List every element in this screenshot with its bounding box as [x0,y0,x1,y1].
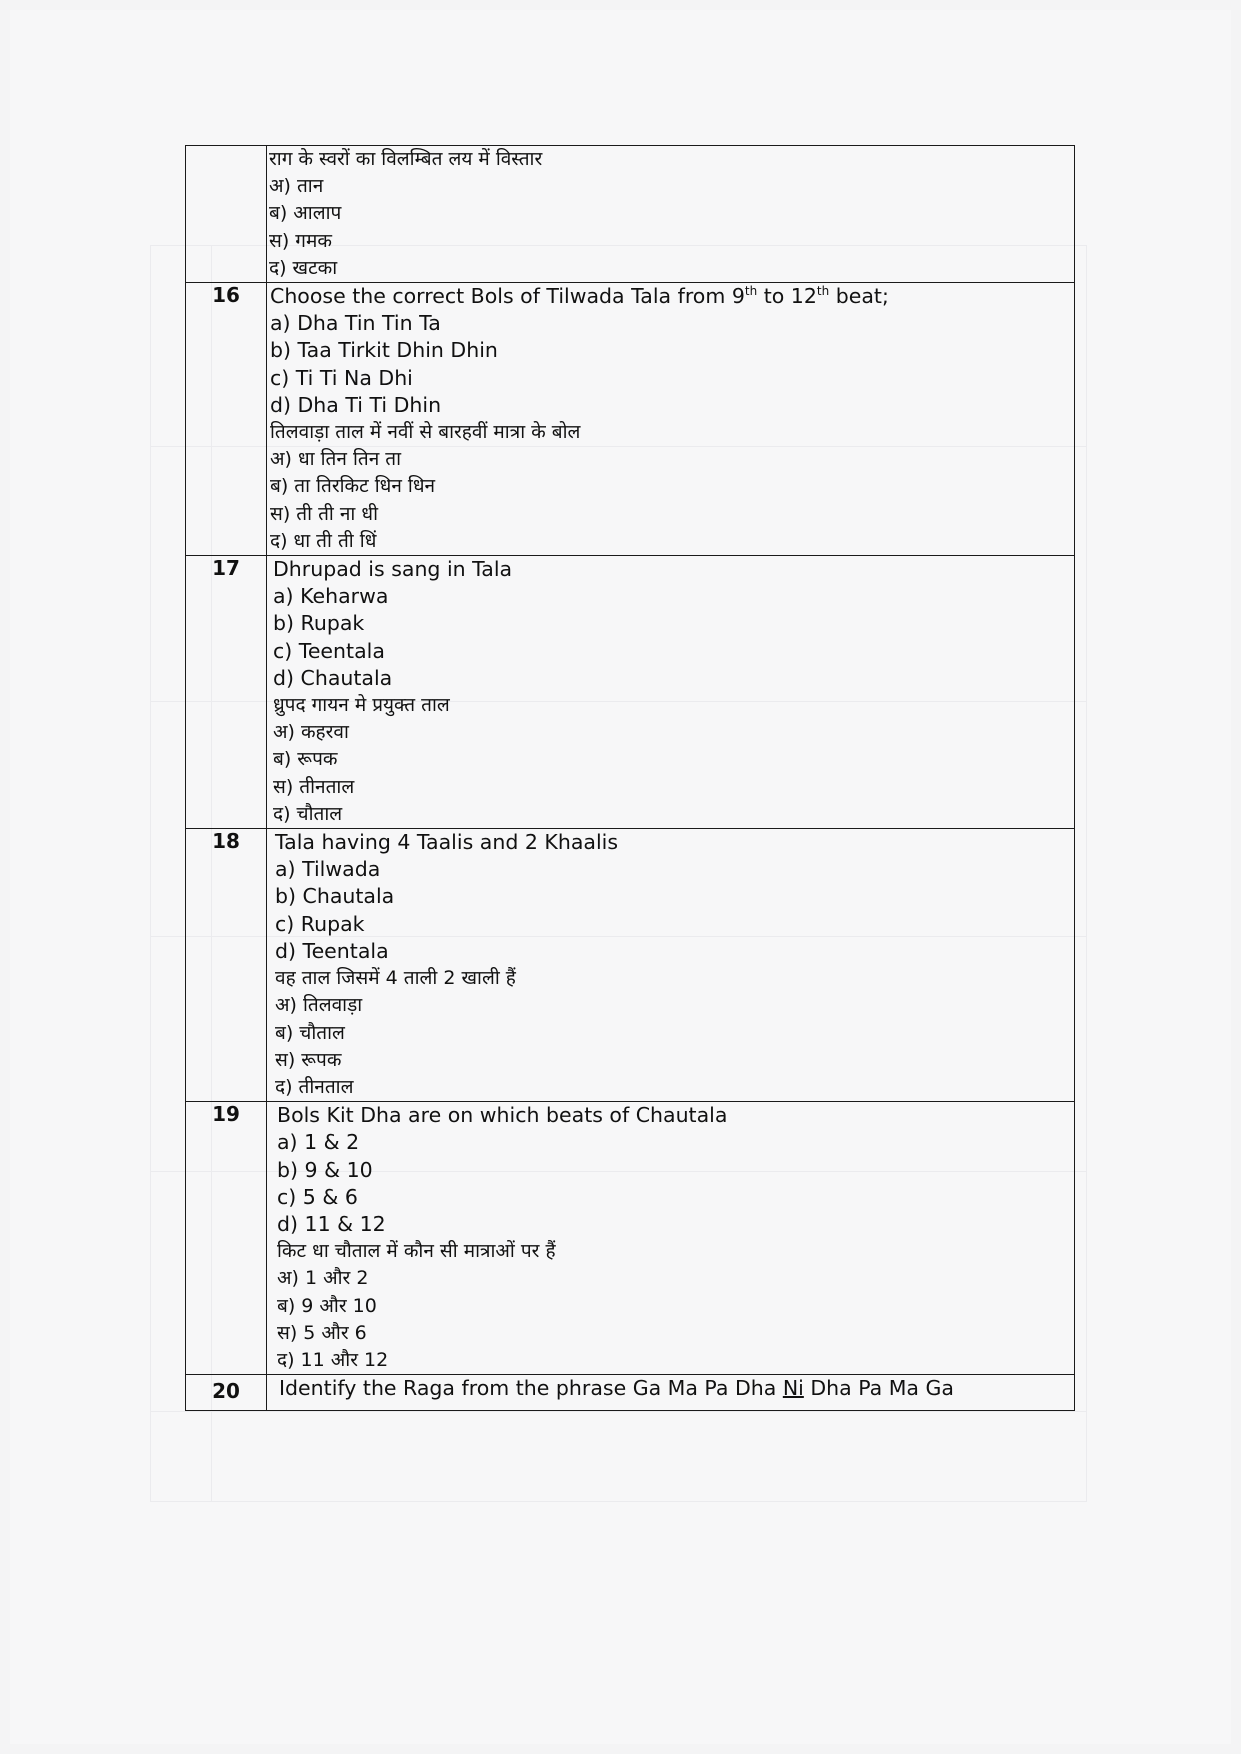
option-c-hindi: स) ती ती ना धी [270,502,378,525]
question-number: 19 [186,1102,267,1375]
question-body [267,1102,1075,1375]
option-d: d) 11 & 12 [277,1211,386,1236]
option-c: स) गमक [269,229,332,252]
question-number: 17 [186,556,267,829]
question-body [267,829,1075,1102]
question-text-hindi: राग के स्वरों का विलम्बित लय में विस्तार [269,148,543,170]
option-d-hindi: द) 11 और 12 [277,1348,389,1371]
question-number: 20 [186,1375,267,1411]
option-b: b) Chautala [275,884,395,909]
question-text-hindi: तिलवाड़ा ताल में नवीं से बारहवीं मात्रा के बोल [270,421,581,444]
table-row [186,146,1075,283]
option-d: d) Dha Ti Ti Dhin [270,392,442,417]
option-c-hindi: स) तीनताल [273,775,355,798]
option-b-hindi: ब) 9 और 10 [277,1294,377,1317]
question-text: Identify the Raga from the phrase Ga Ma Pa Dha Ni Dha Pa Ma Ga [279,1376,954,1401]
option-c: c) 5 & 6 [277,1184,358,1209]
question-body [267,556,1075,829]
option-b-hindi: ब) चौताल [275,1021,345,1044]
option-b: ब) आलाप [269,202,342,225]
option-b-hindi: ब) ता तिरकिट धिन धिन [270,475,436,498]
option-c-hindi: स) 5 और 6 [277,1321,367,1344]
table-row [186,1102,1075,1375]
option-a: अ) तान [269,175,324,198]
option-a-hindi: अ) 1 और 2 [277,1267,369,1290]
option-a-hindi: अ) कहरवा [273,721,349,744]
table-row [186,1375,1075,1411]
option-d: द) खटका [269,256,338,279]
option-d-hindi: द) तीनताल [275,1075,354,1098]
question-text-hindi: किट धा चौताल में कौन सी मात्राओं पर हैं [277,1240,556,1263]
question-number [186,146,267,283]
question-text: Tala having 4 Taalis and 2 Khaalis [275,830,619,855]
option-a: a) Tilwada [275,857,381,882]
question-body [267,146,1075,283]
question-text-hindi: ध्रुपद गायन मे प्रयुक्त ताल [273,694,450,717]
option-a: a) Keharwa [273,584,389,609]
option-a: a) 1 & 2 [277,1130,360,1155]
option-a: a) Dha Tin Tin Ta [270,311,441,336]
question-body [267,283,1075,556]
option-c-hindi: स) रूपक [275,1048,342,1071]
option-b: b) 9 & 10 [277,1157,373,1182]
question-number: 18 [186,829,267,1102]
table-row [186,829,1075,1102]
table-row [186,556,1075,829]
option-b-hindi: ब) रूपक [273,748,338,771]
option-d-hindi: द) धा ती ती धिं [270,529,377,552]
option-a-hindi: अ) तिलवाड़ा [275,994,363,1017]
option-b: b) Taa Tirkit Dhin Dhin [270,338,498,363]
table-row [186,283,1075,556]
option-d: d) Teentala [275,938,389,963]
option-c: c) Rupak [275,911,365,936]
question-text: Dhrupad is sang in Tala [273,557,513,582]
option-d: d) Chautala [273,665,393,690]
question-text: Choose the correct Bols of Tilwada Tala from 9th to 12th beat; [270,284,889,309]
option-d-hindi: द) चौताल [273,802,343,825]
option-a-hindi: अ) धा तिन तिन ता [270,448,402,471]
question-number: 16 [186,283,267,556]
question-text: Bols Kit Dha are on which beats of Chautala [277,1103,728,1128]
question-text-hindi: वह ताल जिसमें 4 ताली 2 खाली हैं [275,967,516,990]
option-b: b) Rupak [273,611,365,636]
option-c: c) Ti Ti Na Dhi [270,365,413,390]
question-table [185,145,1075,1411]
question-body [267,1375,1075,1411]
option-c: c) Teentala [273,638,385,663]
